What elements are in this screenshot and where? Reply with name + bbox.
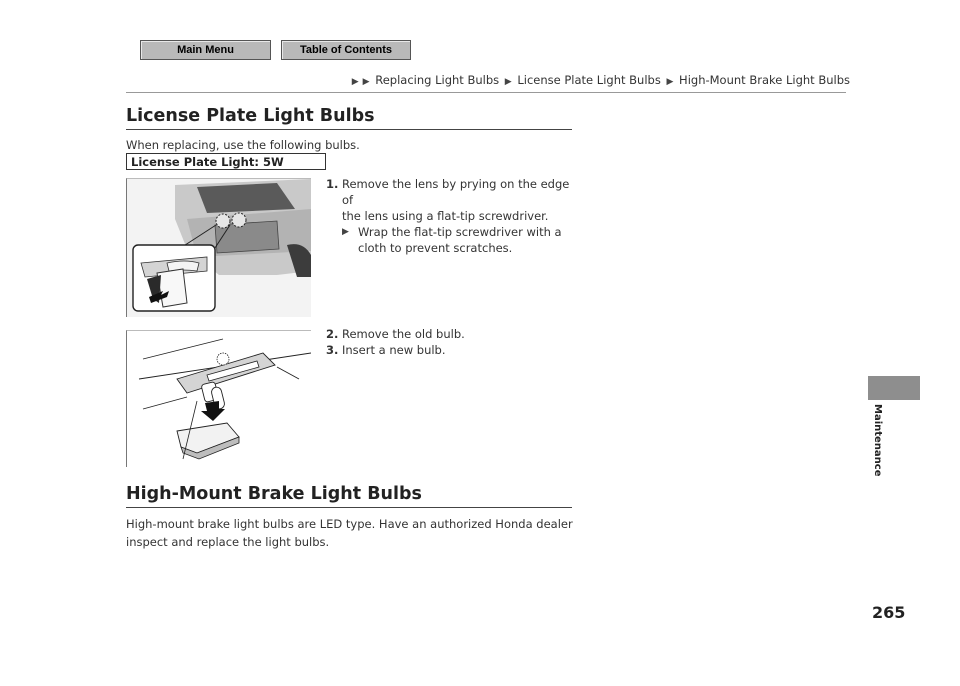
body-text-line: High-mount brake light bulbs are LED type. Have an authorized Honda dealer xyxy=(126,517,573,531)
step-text: Insert a new bulb. xyxy=(342,343,446,357)
step-text: the lens using a flat-tip screwdriver. xyxy=(342,209,549,223)
chapter-label-text: Maintenance xyxy=(872,404,883,477)
car-rear-lens-illustration xyxy=(127,179,311,317)
step-text: Remove the lens by prying on the edge of xyxy=(342,177,570,207)
breadcrumb xyxy=(350,73,850,87)
step-item xyxy=(326,176,572,224)
step-note xyxy=(326,224,572,256)
bulb-socket-illustration xyxy=(127,331,311,467)
chapter-label xyxy=(868,404,890,477)
breadcrumb-item-replacing-light-bulbs[interactable]: Replacing Light Bulbs xyxy=(375,73,500,87)
breadcrumb-arrow-icon: ▶ xyxy=(504,77,512,87)
step-item xyxy=(326,342,572,358)
main-menu-button[interactable]: Main Menu xyxy=(140,40,271,60)
note-arrow-icon: ▶ xyxy=(342,227,349,237)
step-text: Remove the old bulb. xyxy=(342,327,465,341)
step-number: 2. xyxy=(326,327,339,341)
table-of-contents-button[interactable]: Table of Contents xyxy=(281,40,411,60)
step-number: 1. xyxy=(326,177,339,191)
step-item xyxy=(326,326,572,342)
chapter-tab[interactable] xyxy=(868,376,920,400)
section-divider xyxy=(126,129,572,130)
section-title-license-plate: License Plate Light Bulbs xyxy=(126,106,375,126)
breadcrumb-arrow-icon: ▶ xyxy=(351,77,359,87)
breadcrumb-item-license-plate-light-bulbs[interactable]: License Plate Light Bulbs xyxy=(517,73,661,87)
section-title-high-mount-brake: High-Mount Brake Light Bulbs xyxy=(126,484,422,504)
breadcrumb-item-high-mount-brake-light-bulbs[interactable]: High-Mount Brake Light Bulbs xyxy=(679,73,850,87)
breadcrumb-divider xyxy=(126,92,846,93)
note-text: cloth to prevent scratches. xyxy=(358,241,513,255)
step-list-1 xyxy=(326,176,572,256)
section-divider xyxy=(126,507,572,508)
breadcrumb-arrow-icon: ▶ xyxy=(666,77,674,87)
note-text: Wrap the flat-tip screwdriver with a xyxy=(358,225,562,239)
bulb-replacement-illustration xyxy=(126,330,311,467)
step-list-2 xyxy=(326,326,572,358)
step-number: 3. xyxy=(326,343,339,357)
intro-text: When replacing, use the following bulbs. xyxy=(126,138,360,152)
lens-removal-illustration xyxy=(126,178,311,317)
body-text xyxy=(126,515,573,551)
bulb-spec-box: License Plate Light: 5W xyxy=(126,153,326,170)
breadcrumb-arrow-icon: ▶ xyxy=(362,77,370,87)
page-number: 265 xyxy=(872,603,906,622)
body-text-line: inspect and replace the light bulbs. xyxy=(126,535,330,549)
